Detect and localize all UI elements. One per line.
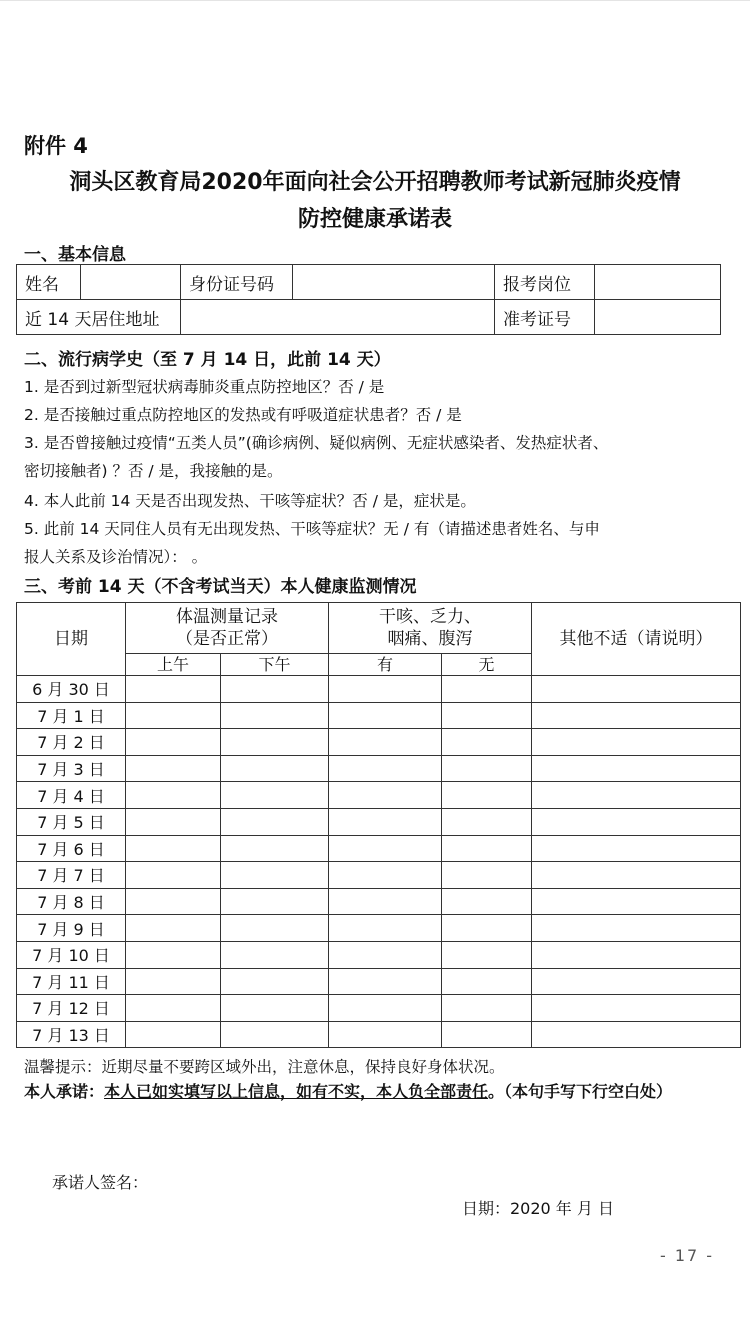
other-discomfort-cell[interactable]	[532, 782, 741, 809]
morning-temp-cell[interactable]	[126, 888, 221, 915]
date-cell: 7 月 2 日	[17, 729, 126, 756]
ticket-field[interactable]	[595, 300, 721, 335]
question-5-line1: 5. 此前 14 天同住人员有无出现发热、干咳等症状？无 / 有（请描述患者姓名、与申	[24, 520, 600, 538]
other-discomfort-cell[interactable]	[532, 702, 741, 729]
symptom-no-cell[interactable]	[442, 782, 532, 809]
table-row	[17, 862, 741, 889]
morning-temp-cell[interactable]	[126, 862, 221, 889]
symptom-header-line1: 干咳、乏力、	[379, 607, 481, 627]
basic-info-heading: 一、基本信息	[24, 245, 126, 265]
date-cell: 7 月 7 日	[17, 862, 126, 889]
symptom-header-line2: 咽痛、腹泻	[387, 629, 473, 649]
name-field[interactable]	[81, 265, 181, 300]
health-monitor-table	[16, 602, 741, 1048]
pledge	[24, 1080, 734, 1104]
no-subheader: 无	[442, 654, 532, 676]
date-cell: 7 月 10 日	[17, 941, 126, 968]
afternoon-temp-cell[interactable]	[221, 888, 329, 915]
date-cell: 7 月 11 日	[17, 968, 126, 995]
warm-tip: 温馨提示：近期尽量不要跨区域外出，注意休息，保持良好身体状况。	[24, 1058, 505, 1076]
symptom-no-cell[interactable]	[442, 1021, 532, 1048]
date-cell: 7 月 6 日	[17, 835, 126, 862]
symptom-no-cell[interactable]	[442, 995, 532, 1022]
symptom-no-cell[interactable]	[442, 941, 532, 968]
afternoon-subheader: 下午	[221, 654, 329, 676]
date-cell: 7 月 5 日	[17, 808, 126, 835]
table-row	[17, 888, 741, 915]
question-2: 2. 是否接触过重点防控地区的发热或有呼吸道症状患者？否 / 是	[24, 406, 462, 424]
table-row	[17, 702, 741, 729]
morning-temp-cell[interactable]	[126, 702, 221, 729]
symptom-no-cell[interactable]	[442, 702, 532, 729]
morning-temp-cell[interactable]	[126, 782, 221, 809]
date-cell: 7 月 13 日	[17, 1021, 126, 1048]
morning-temp-cell[interactable]	[126, 915, 221, 942]
address-field[interactable]	[181, 300, 495, 335]
other-discomfort-cell[interactable]	[532, 808, 741, 835]
pledge-note: 。（本句手写下行空白处）	[488, 1082, 673, 1101]
date-cell: 7 月 3 日	[17, 755, 126, 782]
afternoon-temp-cell[interactable]	[221, 702, 329, 729]
signature-label: 承诺人签名：	[52, 1173, 149, 1192]
symptom-yes-cell[interactable]	[329, 729, 442, 756]
pledge-label: 本人承诺：	[24, 1082, 105, 1101]
table-row	[17, 995, 741, 1022]
afternoon-temp-cell[interactable]	[221, 808, 329, 835]
question-3-line2: 密切接触者) ？否 / 是，我接触的是。	[24, 462, 283, 480]
symptom-yes-cell[interactable]	[329, 888, 442, 915]
symptom-column-header	[329, 603, 532, 654]
symptom-no-cell[interactable]	[442, 729, 532, 756]
question-3-line1: 3. 是否曾接触过疫情“五类人员”(确诊病例、疑似病例、无症状感染者、发热症状者、	[24, 434, 609, 452]
address-label: 近 14 天居住地址	[17, 300, 181, 335]
symptom-yes-cell[interactable]	[329, 968, 442, 995]
pledge-text: 本人已如实填写以上信息，如有不实，本人负全部责任	[104, 1082, 489, 1101]
symptom-yes-cell[interactable]	[329, 755, 442, 782]
other-discomfort-cell[interactable]	[532, 862, 741, 889]
document-title-line1: 洞头区教育局2020年面向社会公开招聘教师考试新冠肺炎疫情	[69, 170, 681, 195]
afternoon-temp-cell[interactable]	[221, 941, 329, 968]
symptom-no-cell[interactable]	[442, 808, 532, 835]
basic-info-table	[16, 264, 721, 335]
date-column-header: 日期	[17, 603, 126, 676]
symptom-yes-cell[interactable]	[329, 862, 442, 889]
symptom-yes-cell[interactable]	[329, 808, 442, 835]
morning-temp-cell[interactable]	[126, 676, 221, 703]
top-border	[0, 0, 750, 1]
afternoon-temp-cell[interactable]	[221, 729, 329, 756]
afternoon-temp-cell[interactable]	[221, 835, 329, 862]
symptom-no-cell[interactable]	[442, 888, 532, 915]
table-row	[17, 941, 741, 968]
symptom-no-cell[interactable]	[442, 915, 532, 942]
morning-temp-cell[interactable]	[126, 1021, 221, 1048]
health-rows	[17, 676, 741, 1048]
other-discomfort-cell[interactable]	[532, 915, 741, 942]
date-cell: 7 月 9 日	[17, 915, 126, 942]
table-row	[17, 808, 741, 835]
epi-heading: 二、流行病学史（至 7 月 14 日，此前 14 天）	[24, 350, 391, 370]
id-field[interactable]	[293, 265, 495, 300]
signature-date: 日期：2020 年 月 日	[462, 1199, 614, 1218]
afternoon-temp-cell[interactable]	[221, 1021, 329, 1048]
symptom-yes-cell[interactable]	[329, 702, 442, 729]
other-discomfort-cell[interactable]	[532, 995, 741, 1022]
symptom-yes-cell[interactable]	[329, 941, 442, 968]
other-discomfort-cell[interactable]	[532, 676, 741, 703]
temperature-column-header	[126, 603, 329, 654]
question-4: 4. 本人此前 14 天是否出现发热、干咳等症状？否 / 是，症状是。	[24, 492, 476, 510]
other-column-header: 其他不适（请说明）	[532, 603, 741, 676]
name-label: 姓名	[17, 265, 81, 300]
date-cell: 7 月 12 日	[17, 995, 126, 1022]
date-cell: 7 月 1 日	[17, 702, 126, 729]
table-row	[17, 1021, 741, 1048]
date-cell: 7 月 8 日	[17, 888, 126, 915]
morning-temp-cell[interactable]	[126, 755, 221, 782]
table-row	[17, 729, 741, 756]
afternoon-temp-cell[interactable]	[221, 915, 329, 942]
morning-temp-cell[interactable]	[126, 835, 221, 862]
table-row	[17, 835, 741, 862]
date-cell: 7 月 4 日	[17, 782, 126, 809]
health-heading: 三、考前 14 天（不含考试当天）本人健康监测情况	[24, 577, 417, 597]
afternoon-temp-cell[interactable]	[221, 862, 329, 889]
morning-temp-cell[interactable]	[126, 968, 221, 995]
document-title-line2: 防控健康承诺表	[297, 207, 452, 232]
table-row	[17, 782, 741, 809]
temperature-header-line2: （是否正常）	[176, 629, 278, 649]
symptom-no-cell[interactable]	[442, 835, 532, 862]
morning-temp-cell[interactable]	[126, 941, 221, 968]
table-row	[17, 755, 741, 782]
afternoon-temp-cell[interactable]	[221, 782, 329, 809]
symptom-yes-cell[interactable]	[329, 995, 442, 1022]
symptom-yes-cell[interactable]	[329, 1021, 442, 1048]
symptom-no-cell[interactable]	[442, 862, 532, 889]
attachment-label: 附件 4	[24, 134, 88, 158]
morning-subheader: 上午	[126, 654, 221, 676]
symptom-yes-cell[interactable]	[329, 915, 442, 942]
symptom-yes-cell[interactable]	[329, 676, 442, 703]
yes-subheader: 有	[329, 654, 442, 676]
temperature-header-line1: 体温测量记录	[176, 607, 278, 627]
other-discomfort-cell[interactable]	[532, 729, 741, 756]
table-row	[17, 676, 741, 703]
other-discomfort-cell[interactable]	[532, 835, 741, 862]
other-discomfort-cell[interactable]	[532, 968, 741, 995]
other-discomfort-cell[interactable]	[532, 1021, 741, 1048]
afternoon-temp-cell[interactable]	[221, 755, 329, 782]
table-row	[17, 915, 741, 942]
morning-temp-cell[interactable]	[126, 729, 221, 756]
symptom-no-cell[interactable]	[442, 755, 532, 782]
symptom-no-cell[interactable]	[442, 676, 532, 703]
other-discomfort-cell[interactable]	[532, 888, 741, 915]
other-discomfort-cell[interactable]	[532, 941, 741, 968]
afternoon-temp-cell[interactable]	[221, 995, 329, 1022]
afternoon-temp-cell[interactable]	[221, 676, 329, 703]
table-row	[17, 968, 741, 995]
other-discomfort-cell[interactable]	[532, 755, 741, 782]
post-label: 报考岗位	[495, 265, 595, 300]
ticket-label: 准考证号	[495, 300, 595, 335]
afternoon-temp-cell[interactable]	[221, 968, 329, 995]
page-number: - 17 -	[660, 1246, 715, 1265]
symptom-yes-cell[interactable]	[329, 835, 442, 862]
question-1: 1. 是否到过新型冠状病毒肺炎重点防控地区？否 / 是	[24, 378, 385, 396]
question-5-line2: 报人关系及诊治情况）： 。	[24, 548, 208, 566]
symptom-yes-cell[interactable]	[329, 782, 442, 809]
morning-temp-cell[interactable]	[126, 995, 221, 1022]
symptom-no-cell[interactable]	[442, 968, 532, 995]
date-cell: 6 月 30 日	[17, 676, 126, 703]
id-label: 身份证号码	[181, 265, 293, 300]
post-field[interactable]	[595, 265, 721, 300]
morning-temp-cell[interactable]	[126, 808, 221, 835]
